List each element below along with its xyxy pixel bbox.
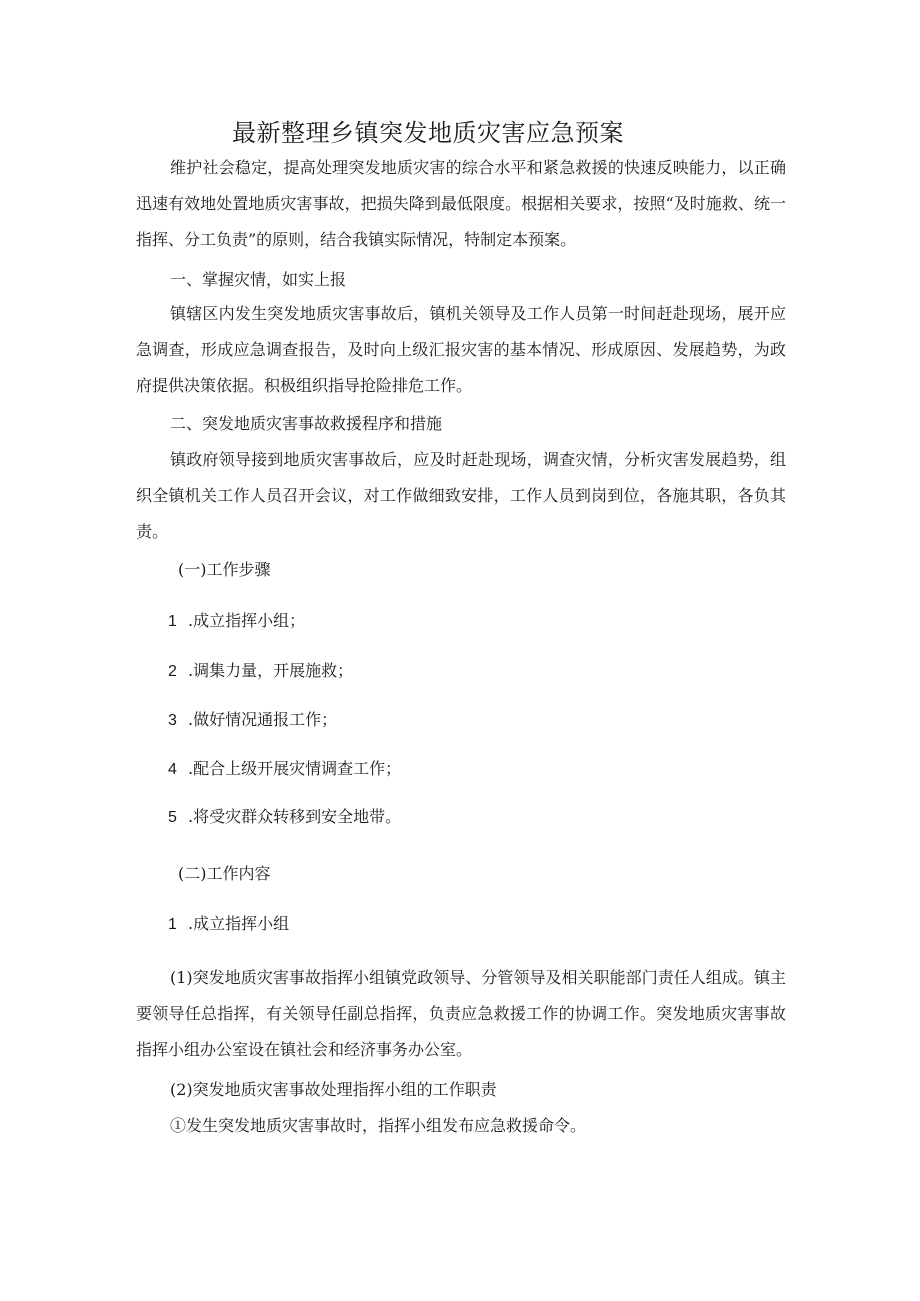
content-paragraph-3: ①发生突发地质灾害事故时，指挥小组发布应急救援命令。: [170, 1116, 587, 1135]
step-number: 4: [168, 761, 177, 778]
subsection-2-heading: (二)工作内容: [178, 864, 271, 883]
step-item: [168, 603, 305, 640]
content-paragraph-1: (1)突发地质灾害事故指挥小组镇党政领导、分管领导及相关职能部门责任人组成。镇主要领导任总指挥，有关领导任副总指挥，负责应急救援工作的协调工作。突发地质灾害事故指挥小组办公室设在镇社会和经济事务办公室。: [136, 968, 786, 1059]
step-item: [168, 653, 353, 690]
step-item: [168, 702, 337, 739]
step-text: .配合上级开展灾情调查工作；: [188, 759, 402, 778]
step-number: 2: [168, 663, 177, 680]
content-item-text: .成立指挥小组: [188, 914, 290, 933]
content-item-number: 1: [168, 916, 177, 933]
step-item: [168, 799, 401, 836]
step-text: .调集力量，开展施救；: [188, 661, 354, 680]
step-item: [168, 751, 401, 788]
step-number: 3: [168, 712, 177, 729]
step-number: 5: [168, 809, 177, 826]
step-text: .做好情况通报工作；: [188, 710, 338, 729]
step-text: .将受灾群众转移到安全地带。: [188, 807, 402, 826]
content-item: [168, 906, 289, 943]
section-1-paragraph: 镇辖区内发生突发地质灾害事故后，镇机关领导及工作人员第一时间赶赴现场，展开应急调查，形成应急调查报告，及时向上级汇报灾害的基本情况、形成原因、发展趋势，为政府提供决策依据。积极组织指导抢险排危工作。: [136, 304, 786, 395]
document-title: 最新整理乡镇突发地质灾害应急预案: [232, 119, 624, 147]
intro-paragraph: 维护社会稳定，提高处理突发地质灾害的综合水平和紧急救援的快速反映能力，以正确迅速有效地处置地质灾害事故，把损失降到最低限度。根据相关要求，按照“及时施救、统一指挥、分工负责”的原则，结合我镇实际情况，特制定本预案。: [136, 158, 786, 249]
step-number: 1: [168, 613, 177, 630]
subsection-1-heading: (一)工作步骤: [178, 560, 271, 579]
content-paragraph-2: (2)突发地质灾害事故处理指挥小组的工作职责: [170, 1080, 497, 1099]
section-1-heading: 一、掌握灾情，如实上报: [170, 270, 347, 289]
section-2-paragraph: 镇政府领导接到地质灾害事故后，应及时赶赴现场，调查灾情，分析灾害发展趋势，组织全镇机关工作人员召开会议，对工作做细致安排，工作人员到岗到位，各施其职，各负其责。: [136, 450, 786, 541]
step-text: .成立指挥小组；: [188, 611, 306, 630]
section-2-heading: 二、突发地质灾害事故救援程序和措施: [170, 414, 443, 433]
